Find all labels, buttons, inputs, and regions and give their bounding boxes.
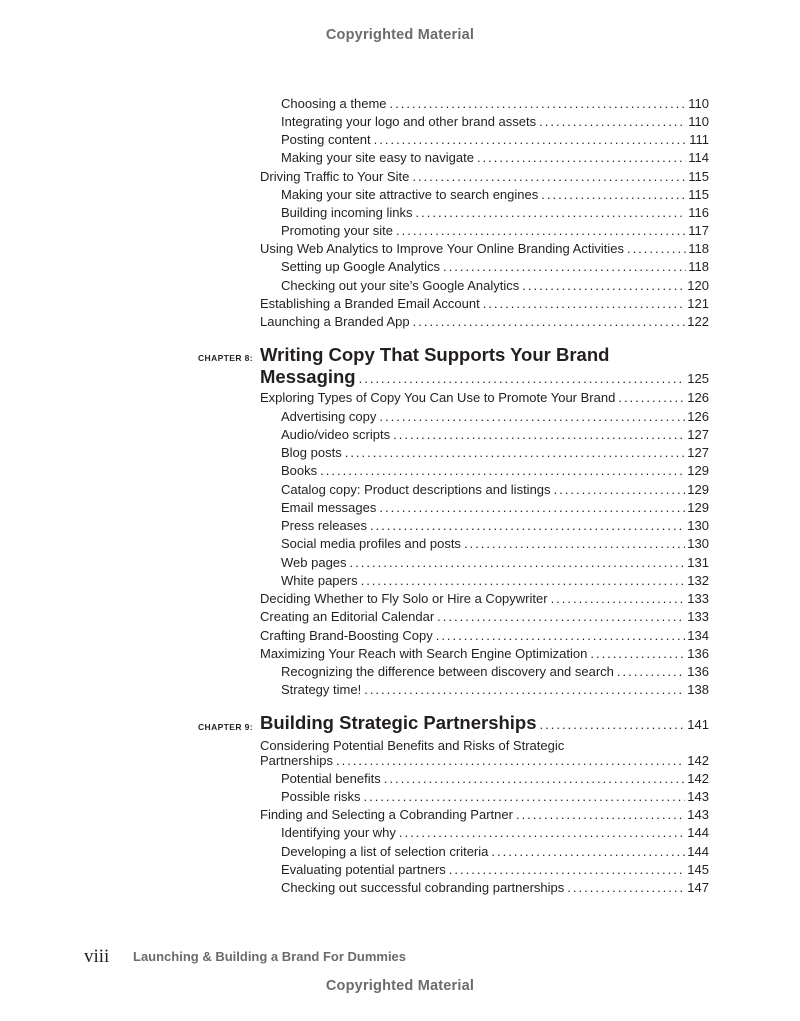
toc-entry[interactable]: Driving Traffic to Your Site ..... 115 <box>260 168 709 186</box>
chapter-8-title-end[interactable]: Messaging ..... 125 <box>260 366 709 388</box>
toc-entry[interactable]: Using Web Analytics to Improve Your Online Branding Activities ..... 118 <box>260 240 709 258</box>
toc-entry[interactable]: Email messages ..... 129 <box>281 499 709 517</box>
toc-entry[interactable]: Integrating your logo and other brand assets ..... 110 <box>281 113 709 131</box>
toc-entry[interactable]: Launching a Branded App ..... 122 <box>260 313 709 331</box>
chapter-9-label: CHAPTER 9: <box>198 722 254 732</box>
toc-entry[interactable]: Making your site easy to navigate ..... 114 <box>281 149 709 167</box>
toc-entry[interactable]: Setting up Google Analytics ..... 118 <box>281 258 709 276</box>
toc-entry[interactable]: Checking out your site’s Google Analytics ..... 120 <box>281 277 709 295</box>
toc-entry[interactable]: Partnerships ..... 142 <box>260 752 709 770</box>
watermark-top: Copyrighted Material <box>325 27 475 43</box>
toc-entry[interactable]: Building incoming links ..... 116 <box>281 204 709 222</box>
toc-entry[interactable]: Recognizing the difference between discovery and search ..... 136 <box>281 663 709 681</box>
toc-entry[interactable]: Deciding Whether to Fly Solo or Hire a Copywriter ..... 133 <box>260 590 709 608</box>
toc-entry[interactable]: Strategy time! ..... 138 <box>281 681 709 699</box>
toc-entry[interactable]: Identifying your why ..... 144 <box>281 824 709 842</box>
toc-entry[interactable]: Blog posts ..... 127 <box>281 444 709 462</box>
chapter-8-label: CHAPTER 8: <box>198 353 254 363</box>
toc-entry[interactable]: Developing a list of selection criteria ..... 144 <box>281 843 709 861</box>
toc-entry[interactable]: Web pages ..... 131 <box>281 554 709 572</box>
toc-entry[interactable]: Possible risks ..... 143 <box>281 788 709 806</box>
toc-entry[interactable]: Books ..... 129 <box>281 462 709 480</box>
watermark-bottom: Copyrighted Material <box>325 978 475 994</box>
toc-entry[interactable]: Press releases ..... 130 <box>281 517 709 535</box>
toc-entry[interactable]: Exploring Types of Copy You Can Use to Promote Your Brand ..... 126 <box>260 389 709 407</box>
toc-entry[interactable]: Evaluating potential partners ..... 145 <box>281 861 709 879</box>
toc-entry[interactable]: Audio/video scripts ..... 127 <box>281 426 709 444</box>
toc-entry[interactable]: Social media profiles and posts ..... 130 <box>281 535 709 553</box>
toc-entry[interactable]: Choosing a theme ..... 110 <box>281 95 709 113</box>
toc-entry[interactable]: Potential benefits ..... 142 <box>281 770 709 788</box>
chapter-9-title[interactable]: Building Strategic Partnerships ..... 141 <box>260 712 709 734</box>
toc-entry[interactable]: Promoting your site ..... 117 <box>281 222 709 240</box>
toc-entry-first-line[interactable]: Considering Potential Benefits and Risks of Strategic <box>260 738 565 753</box>
toc-entry[interactable]: Checking out successful cobranding partnerships ..... 147 <box>281 879 709 897</box>
toc-entry[interactable]: Making your site attractive to search engines ..... 115 <box>281 186 709 204</box>
toc-entry[interactable]: Maximizing Your Reach with Search Engine Optimization ..... 136 <box>260 645 709 663</box>
toc-entry[interactable]: Crafting Brand-Boosting Copy ..... 134 <box>260 627 709 645</box>
page-number: viii <box>84 946 110 967</box>
toc-entry[interactable]: Catalog copy: Product descriptions and listings ..... 129 <box>281 481 709 499</box>
running-head: Launching & Building a Brand For Dummies <box>133 949 407 964</box>
toc-entry[interactable]: Creating an Editorial Calendar ..... 133 <box>260 608 709 626</box>
toc-entry[interactable]: Posting content ..... 111 <box>281 131 709 149</box>
toc-entry[interactable]: Establishing a Branded Email Account ..... 121 <box>260 295 709 313</box>
toc-entry[interactable]: Finding and Selecting a Cobranding Partner ..... 143 <box>260 806 709 824</box>
toc-entry[interactable]: Advertising copy ..... 126 <box>281 408 709 426</box>
chapter-8-title[interactable]: Writing Copy That Supports Your Brand <box>260 344 610 365</box>
toc-entry[interactable]: White papers ..... 132 <box>281 572 709 590</box>
